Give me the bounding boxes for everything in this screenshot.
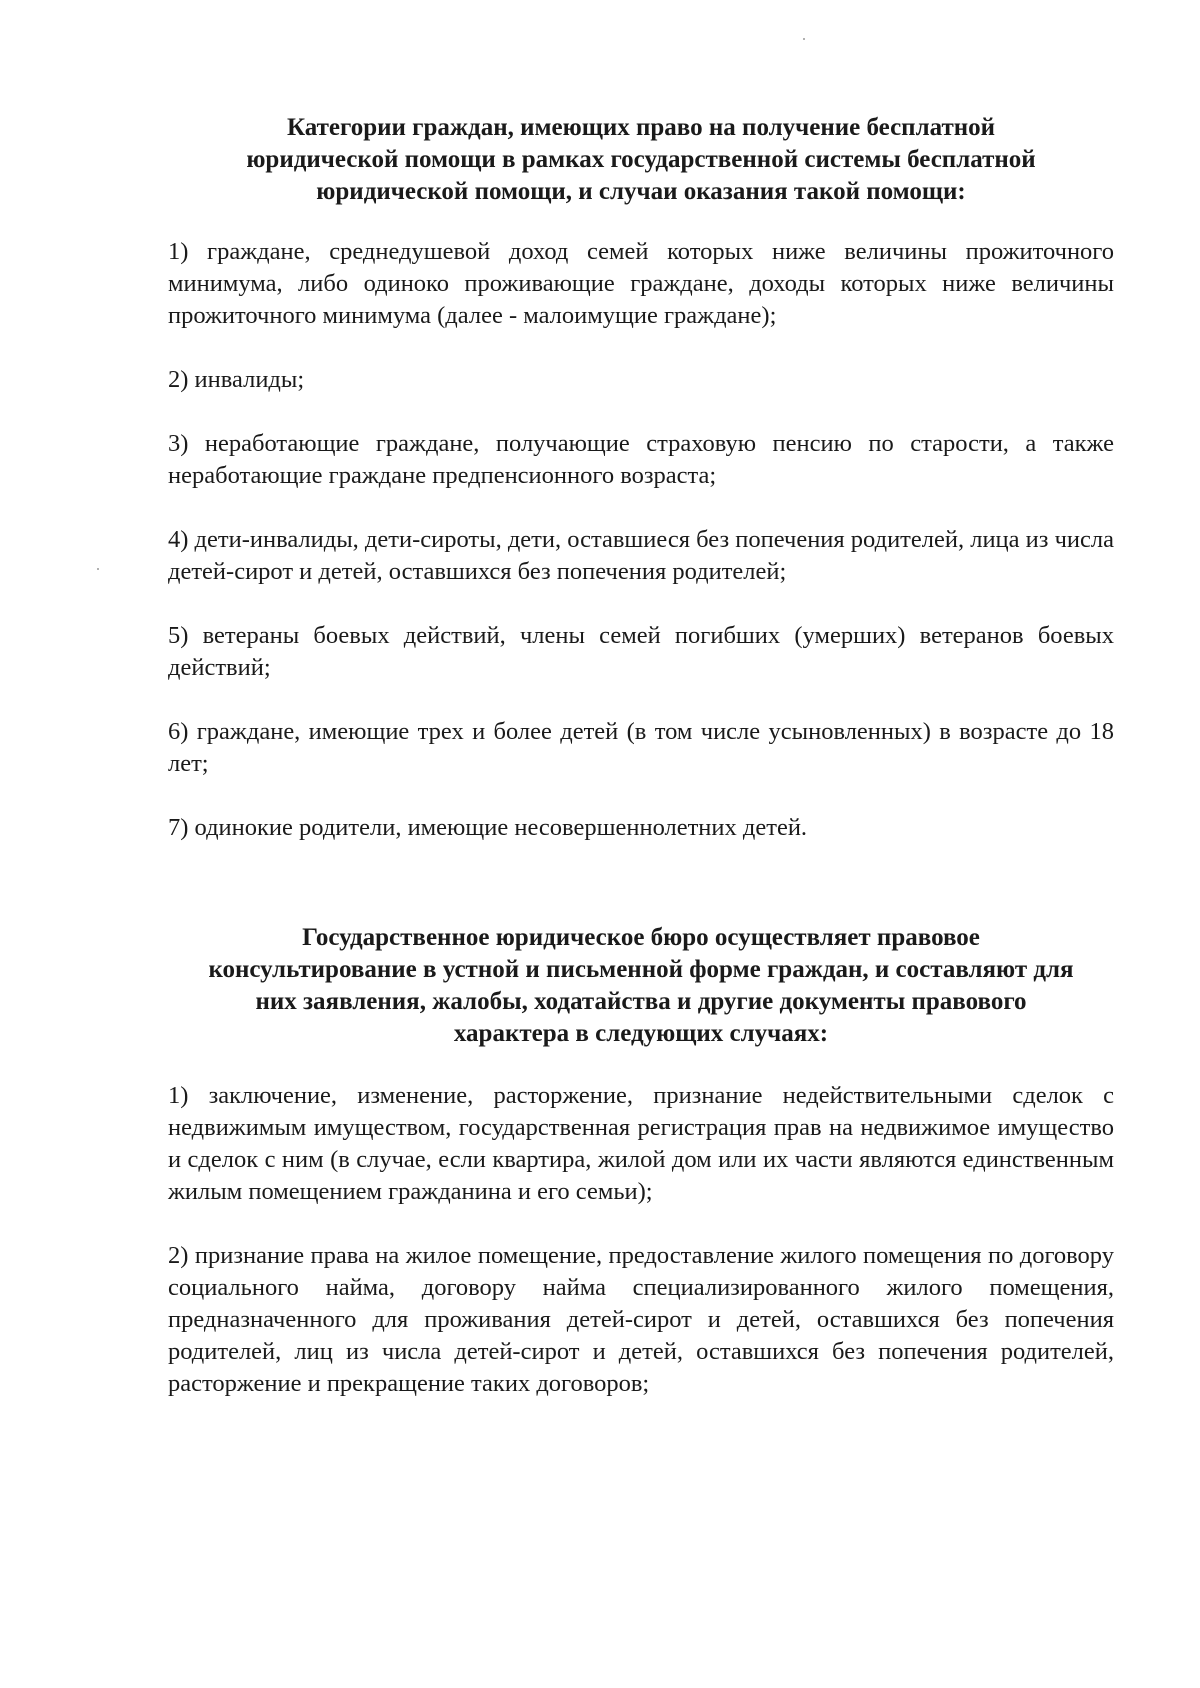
list-item: 2) инвалиды;: [168, 366, 305, 393]
list-item: 2) признание права на жилое помещение, предоставление жилого помещения по договору социального найма, договору найма специализированного жилого помещения, предназначенного для проживания детей-сирот и детей, оставшихся без попечения родителей, лиц из числа детей-сирот и детей, оставшихся без попечения родителей, расторжение и прекращение таких договоров;: [168, 1242, 1114, 1397]
list-item: 4) дети-инвалиды, дети-сироты, дети, оставшиеся без попечения родителей, лица из числа детей-сирот и детей, оставшихся без попечения родителей;: [168, 526, 1114, 585]
section-heading: Государственное юридическое бюро осуществляет правовое консультирование в устной и письменной форме граждан, и составляют для них заявления, жалобы, ходатайства и другие документы правового характера в следующих случаях:: [208, 924, 1074, 1047]
list-item: 5) ветераны боевых действий, члены семей погибших (умерших) ветеранов боевых действий;: [168, 622, 1114, 681]
section-heading: Категории граждан, имеющих право на получение бесплатной юридической помощи в рамках государственной системы бесплатной юридической помощи, и случаи оказания такой помощи:: [246, 114, 1036, 205]
list-item: 3) неработающие граждане, получающие страховую пенсию по старости, а также неработающие граждане предпенсионного возраста;: [168, 430, 1114, 489]
list-item: 1) заключение, изменение, расторжение, признание недействительными сделок с недвижимым имуществом, государственная регистрация прав на недвижимое имущество и сделок с ним (в случае, если квартира, жилой дом или их части являются единственным жилым помещением гражданина и его семьи);: [168, 1082, 1114, 1205]
list-item: 6) граждане, имеющие трех и более детей (в том числе усыновленных) в возрасте до 18 лет;: [168, 718, 1114, 777]
list-item: 1) граждане, среднедушевой доход семей которых ниже величины прожиточного минимума, либо одиноко проживающие граждане, доходы которых ниже величины прожиточного минимума (далее - малоимущие граждане);: [168, 238, 1114, 329]
scan-speck: [97, 568, 99, 570]
eligible-categories-section: [168, 112, 1114, 844]
list-item: 7) одинокие родители, имеющие несовершеннолетних детей.: [168, 814, 808, 841]
scan-speck: [803, 38, 805, 40]
document-page: [168, 112, 1114, 1400]
bureau-services-section: [168, 922, 1114, 1400]
